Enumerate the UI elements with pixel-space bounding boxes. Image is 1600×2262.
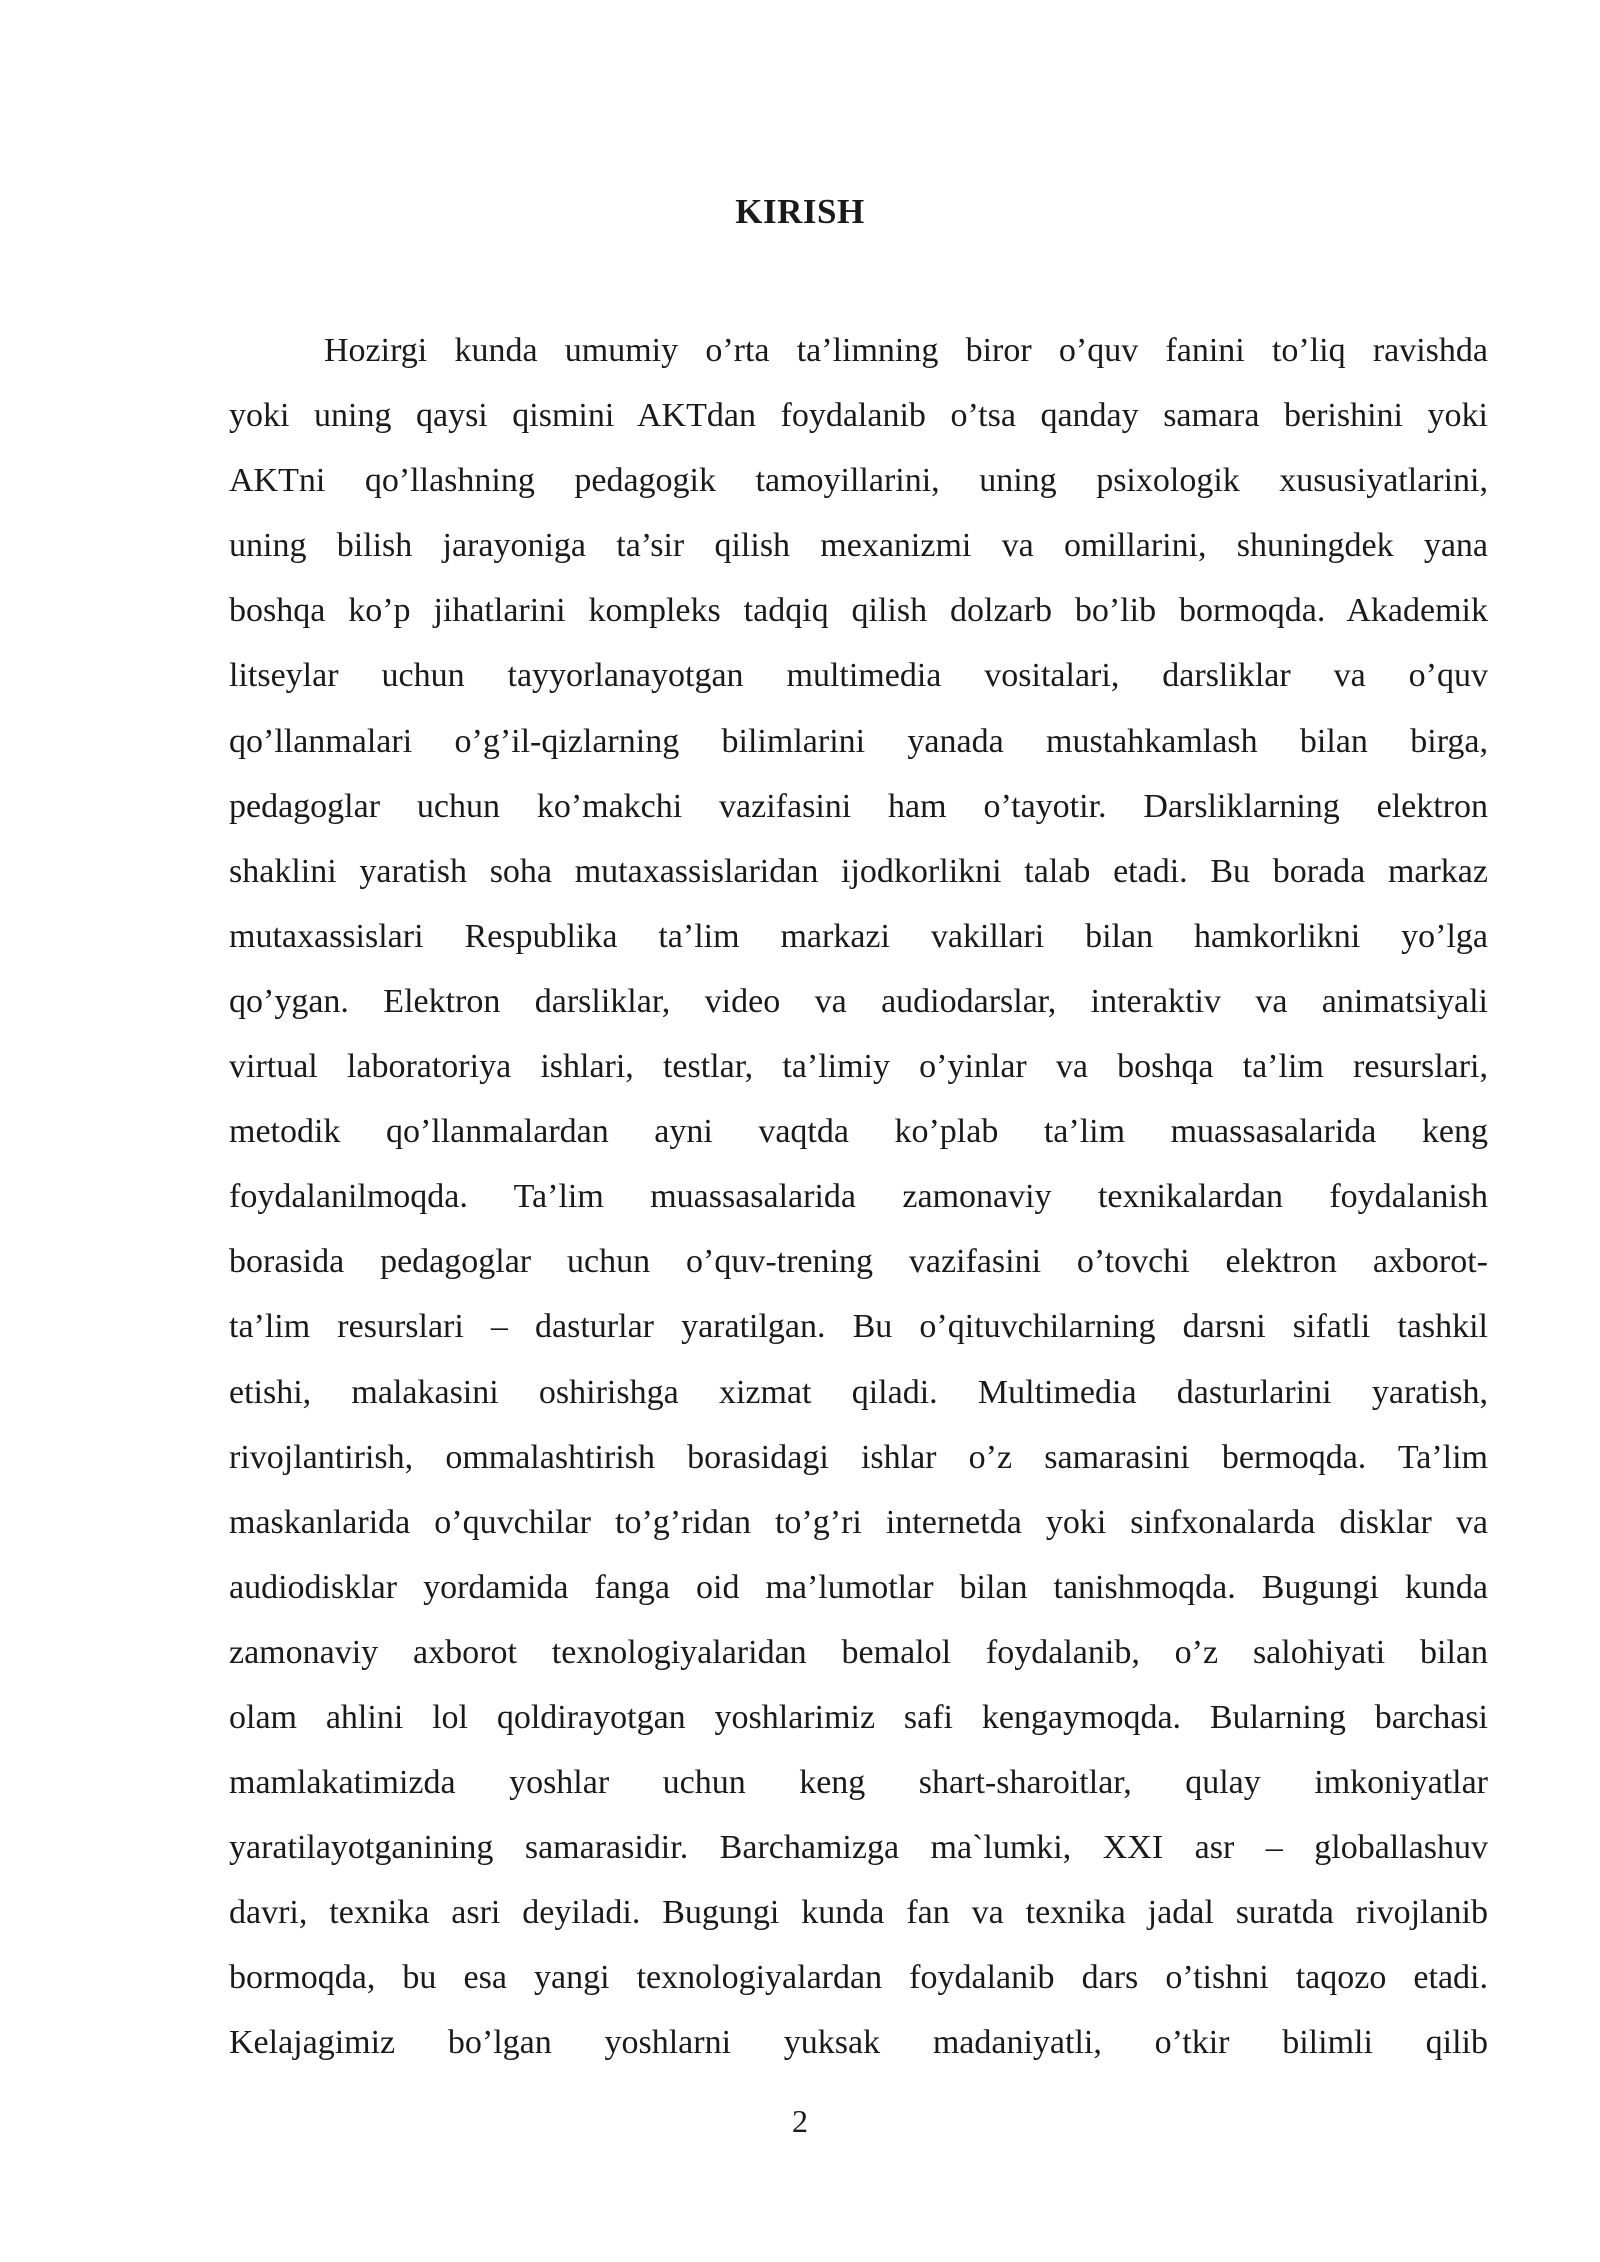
paragraph-line: olam ahlini lol qoldirayotgan yoshlarimiz safi kengaymoqda. Bularning barchasi <box>229 1698 1488 1736</box>
paragraph-line: boshqa ko’p jihatlarini kompleks tadqiq qilish dolzarb bo’lib bormoqda. Akademik <box>229 592 1488 630</box>
paragraph-line: etishi, malakasini oshirishga xizmat qiladi. Multimedia dasturlarini yaratish, <box>229 1373 1488 1411</box>
paragraph-line: bormoqda, bu esa yangi texnologiyalardan foydalanib dars o’tishni taqozo etadi. <box>229 1959 1488 1997</box>
paragraph-line: maskanlarida o’quvchilar to’g’ridan to’g’ri internetda yoki sinfxonalarda disklar va <box>229 1503 1488 1541</box>
paragraph-line: borasida pedagoglar uchun o’quv-trening vazifasini o’tovchi elektron axborot- <box>229 1243 1488 1281</box>
paragraph-line: ta’lim resurslari – dasturlar yaratilgan. Bu o’qituvchilarning darsni sifatli tashkil <box>229 1308 1488 1346</box>
paragraph-line: shaklini yaratish soha mutaxassislaridan ijodkorlikni talab etadi. Bu borada markaz <box>229 852 1488 890</box>
paragraph-line: davri, texnika asri deyiladi. Bugungi kunda fan va texnika jadal suratda rivojlanib <box>229 1894 1488 1932</box>
paragraph-line: yaratilayotganining samarasidir. Barchamizga ma`lumki, XXI asr – globallashuv <box>229 1829 1488 1867</box>
paragraph-line: Hozirgi kunda umumiy o’rta ta’limning biror o’quv fanini to’liq ravishda <box>324 332 1488 369</box>
paragraph-line: yoki uning qaysi qismini AKTdan foydalanib o’tsa qanday samara berishini yoki <box>229 397 1488 435</box>
paragraph-line: foydalanilmoqda. Ta’lim muassasalarida zamonaviy texnikalardan foydalanish <box>229 1178 1488 1216</box>
page-number: 2 <box>792 2103 808 2139</box>
paragraph-line: Kelajagimiz bo’lgan yoshlarni yuksak madaniyatli, o’tkir bilimli qilib <box>229 2024 1488 2062</box>
paragraph-line: pedagoglar uchun ko’makchi vazifasini ham o’tayotir. Darsliklarning elektron <box>229 787 1488 825</box>
paragraph-line: audiodisklar yordamida fanga oid ma’lumotlar bilan tanishmoqda. Bugungi kunda <box>229 1568 1488 1606</box>
paragraph-line: uning bilish jarayoniga ta’sir qilish mexanizmi va omillarini, shuningdek yana <box>229 527 1488 565</box>
body-paragraph <box>229 318 1488 2076</box>
paragraph-line: litseylar uchun tayyorlanayotgan multimedia vositalari, darsliklar va o’quv <box>229 657 1488 695</box>
paragraph-line: zamonaviy axborot texnologiyalaridan bemalol foydalanib, o’z salohiyati bilan <box>229 1633 1488 1671</box>
page-title: KIRISH <box>735 192 865 231</box>
paragraph-line: virtual laboratoriya ishlari, testlar, ta’limiy o’yinlar va boshqa ta’lim resurslari, <box>229 1048 1488 1086</box>
paragraph-line: AKTni qo’llashning pedagogik tamoyillarini, uning psixologik xususiyatlarini, <box>229 462 1488 500</box>
paragraph-line: qo’ygan. Elektron darsliklar, video va audiodarslar, interaktiv va animatsiyali <box>229 982 1488 1020</box>
paragraph-line: metodik qo’llanmalardan ayni vaqtda ko’plab ta’lim muassasalarida keng <box>229 1113 1488 1151</box>
paragraph-line: mutaxassislari Respublika ta’lim markazi vakillari bilan hamkorlikni yo’lga <box>229 917 1488 955</box>
paragraph-line: mamlakatimizda yoshlar uchun keng shart-sharoitlar, qulay imkoniyatlar <box>229 1764 1488 1802</box>
paragraph-line: qo’llanmalari o’g’il-qizlarning bilimlarini yanada mustahkamlash bilan birga, <box>229 722 1488 760</box>
paragraph-line: rivojlantirish, ommalashtirish borasidagi ishlar o’z samarasini bermoqda. Ta’lim <box>229 1438 1488 1476</box>
